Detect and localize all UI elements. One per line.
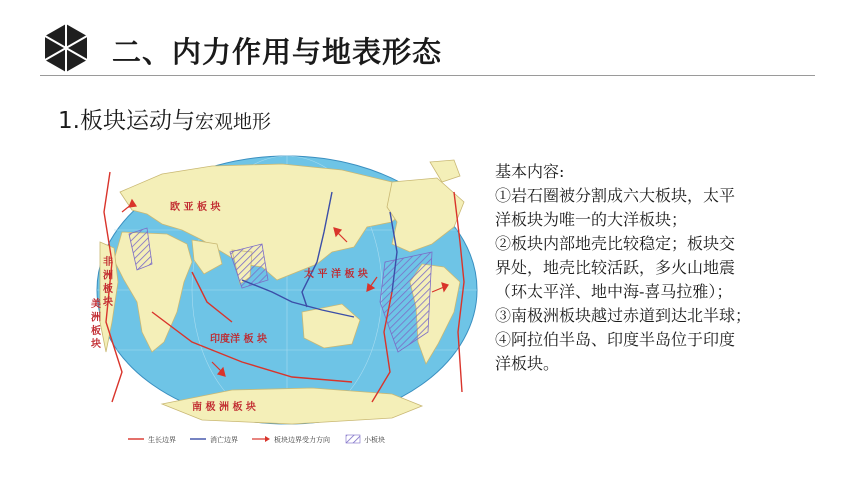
content-line-2: 洋板块为唯一的大洋板块； xyxy=(495,210,688,229)
legend-subduction-boundary: 消亡边界 xyxy=(210,436,238,444)
content-line-8: 洋板块。 xyxy=(495,354,560,373)
header-divider xyxy=(40,75,815,76)
svg-text:美 洲 板 块: 美 洲 板 块 xyxy=(88,298,100,349)
plate-tectonics-map xyxy=(88,152,482,448)
section-title-suffix: 宏观地形 xyxy=(194,111,271,133)
content-line-1: ①岩石圈被分割成六大板块，太平 xyxy=(495,186,736,205)
content-heading: 基本内容: xyxy=(495,162,565,181)
map-legend xyxy=(128,435,385,444)
content-line-6: ③南极洲板块越过赤道到达北半球； xyxy=(495,306,752,325)
content-line-7: ④阿拉伯半岛、印度半岛位于印度 xyxy=(495,330,736,349)
label-pacific-plate: 太 平 洋 板 块 xyxy=(304,269,368,280)
map-svg xyxy=(88,152,482,448)
content-text xyxy=(495,160,825,376)
svg-text:非 洲 板 块: 非 洲 板 块 xyxy=(100,256,112,307)
label-antarctic-plate: 南 极 洲 板 块 xyxy=(192,402,256,413)
page-title: 二、内力作用与地表形态 xyxy=(112,35,443,69)
label-indian-plate: 印度洋 板 块 xyxy=(210,334,267,345)
hexagon-logo-icon xyxy=(40,22,92,74)
content-line-5: （环太平洋、地中海-喜马拉雅）； xyxy=(495,282,733,301)
section-title-main: 1.板块运动与 xyxy=(58,108,195,134)
label-eurasian-plate: 欧 亚 板 块 xyxy=(170,202,221,213)
section-title xyxy=(58,102,271,135)
legend-growth-boundary: 生长边界 xyxy=(148,436,176,444)
legend-small-plate: 小板块 xyxy=(364,436,385,444)
legend-force-direction: 板块边界受力方向 xyxy=(274,436,330,444)
content-line-3: ②板块内部地壳比较稳定；板块交 xyxy=(495,234,736,253)
content-line-4: 界处，地壳比较活跃，多火山地震 xyxy=(495,258,736,277)
